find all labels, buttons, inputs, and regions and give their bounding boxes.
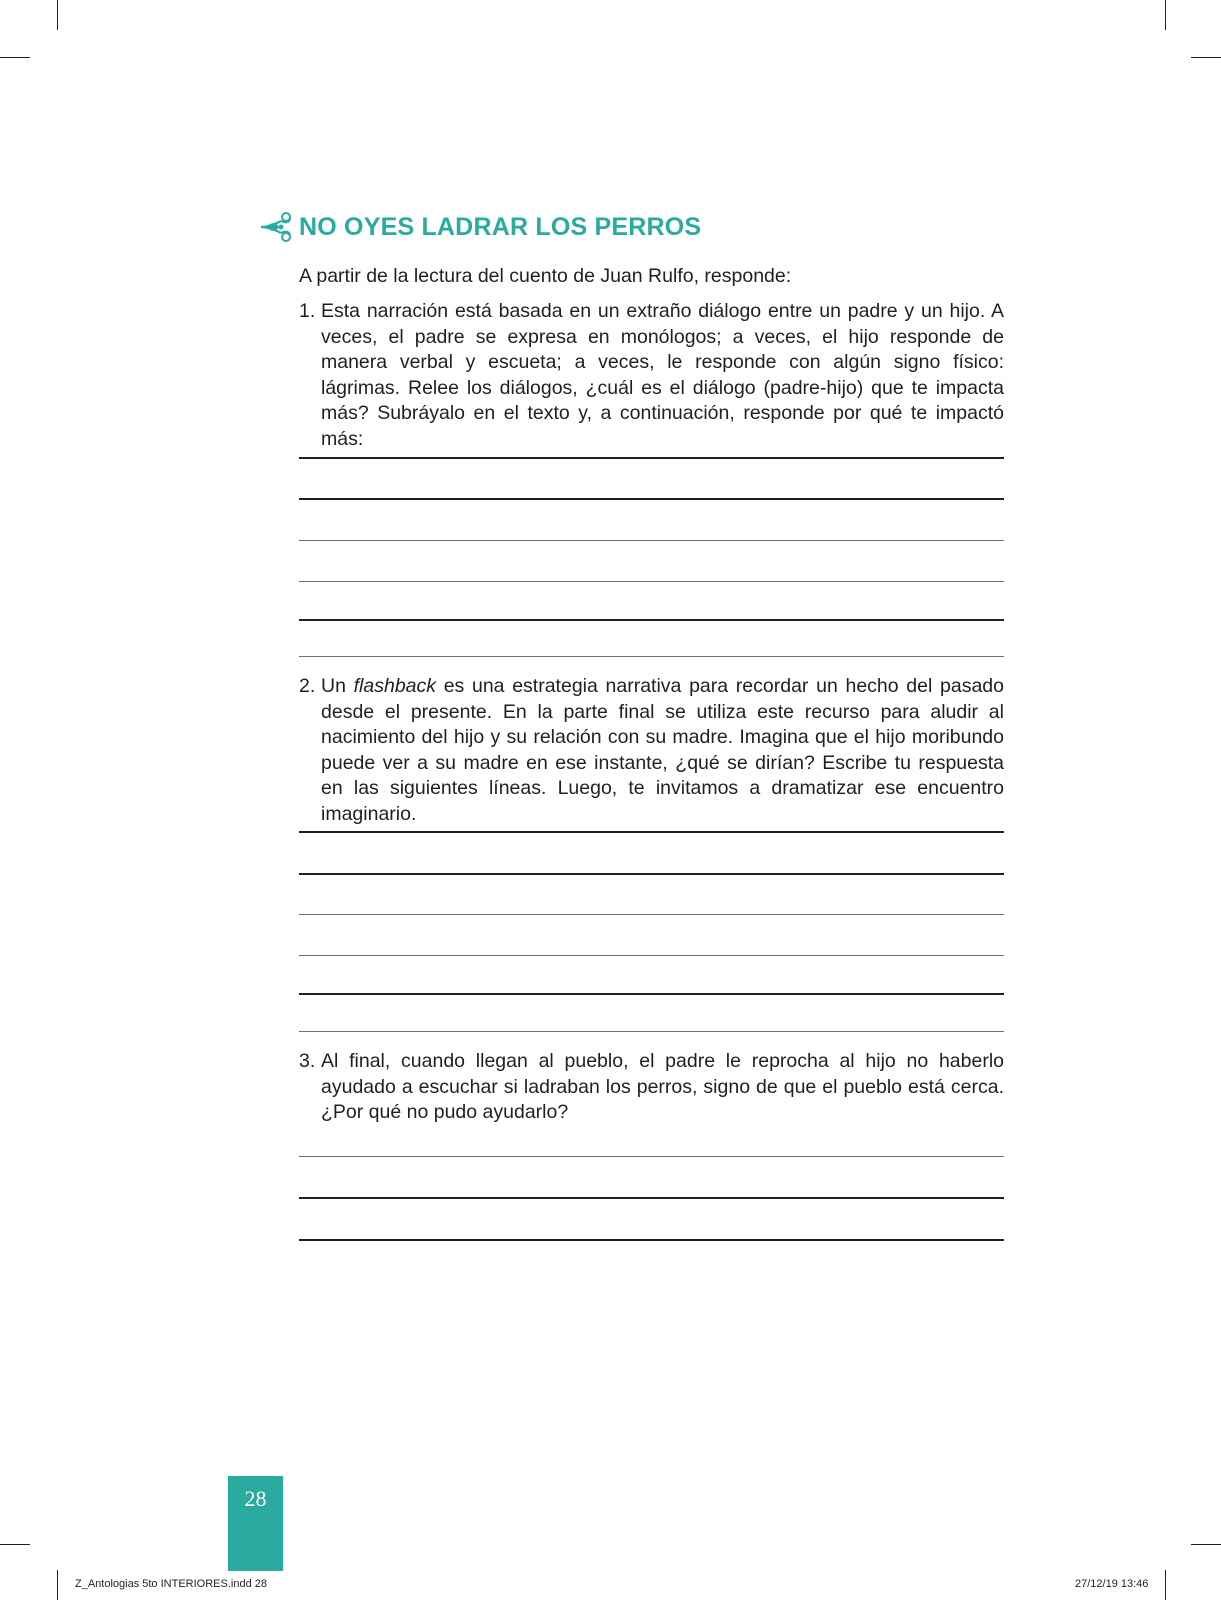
answer-line[interactable] [299, 498, 1004, 500]
answer-line[interactable] [299, 656, 1004, 657]
answer-line[interactable] [299, 993, 1004, 995]
crop-mark [57, 0, 58, 30]
answer-line[interactable] [299, 914, 1004, 915]
answer-line[interactable] [299, 1239, 1004, 1241]
answer-line[interactable] [299, 1197, 1004, 1199]
crop-mark [1165, 0, 1166, 30]
page-number: 28 [244, 1486, 267, 1511]
question-number: 2. [299, 675, 316, 697]
question-number: 1. [299, 300, 316, 322]
question-number: 3. [299, 1050, 316, 1072]
question-1 [299, 299, 1004, 452]
answer-line[interactable] [299, 540, 1004, 541]
italic-term: flashback [353, 675, 437, 697]
page-number-tab [228, 1476, 283, 1571]
answer-line[interactable] [299, 831, 1004, 833]
question-text: Esta narración está basada en un extraño diálogo entre un padre y un hijo. A veces, el padre se expresa en monólogos; a veces, el hijo responde de manera verbal y escueta; a veces, le responde con algún signo físico: lágrimas. Relee los diálogos, ¿cuál es el diálogo (padre-hijo) que te impacta más? Subráyalo en el texto y, a continuación, responde por qué te impactó más: [321, 300, 1004, 450]
section-heading [259, 209, 701, 245]
answer-line[interactable] [299, 1031, 1004, 1032]
crop-mark [57, 1570, 58, 1600]
answer-line[interactable] [299, 619, 1004, 621]
fleuron-icon [259, 209, 295, 245]
page-title: NO OYES LADRAR LOS PERROS [299, 212, 702, 241]
crop-mark [1165, 1570, 1166, 1600]
question-3 [299, 1049, 1004, 1126]
answer-line[interactable] [299, 873, 1004, 875]
answer-line[interactable] [299, 581, 1004, 582]
question-2 [299, 674, 1004, 827]
intro-text: A partir de la lectura del cuento de Juan Rulfo, responde: [299, 265, 792, 287]
question-text-part: Un [321, 675, 354, 697]
crop-mark [0, 57, 30, 58]
answer-line[interactable] [299, 457, 1004, 459]
question-text [321, 674, 1004, 827]
question-text-part: es una estrategia narrativa para recordar un hecho del pasado desde el presente. En la parte final se utiliza este recurso para aludir al nacimiento del hijo y su relación con su madre. Imagina que el hijo moribundo puede ver a su madre en ese instante, ¿qué se dirían? Escribe tu respuesta en las siguientes líneas. Luego, te invitamos a dramatizar ese encuentro imaginario. [321, 675, 1004, 825]
crop-mark [0, 1544, 30, 1545]
crop-mark [1191, 1544, 1221, 1545]
crop-mark [1191, 57, 1221, 58]
question-text: Al final, cuando llegan al pueblo, el padre le reprocha al hijo no haberlo ayudado a escuchar si ladraban los perros, signo de que el pueblo está cerca. ¿Por qué no pudo ayudarlo? [321, 1050, 1004, 1123]
answer-line[interactable] [299, 1156, 1004, 1157]
print-slug-filename: Z_Antologias 5to INTERIORES.indd 28 [75, 1578, 267, 1590]
answer-line[interactable] [299, 955, 1004, 956]
print-slug-timestamp: 27/12/19 13:46 [1075, 1578, 1149, 1590]
